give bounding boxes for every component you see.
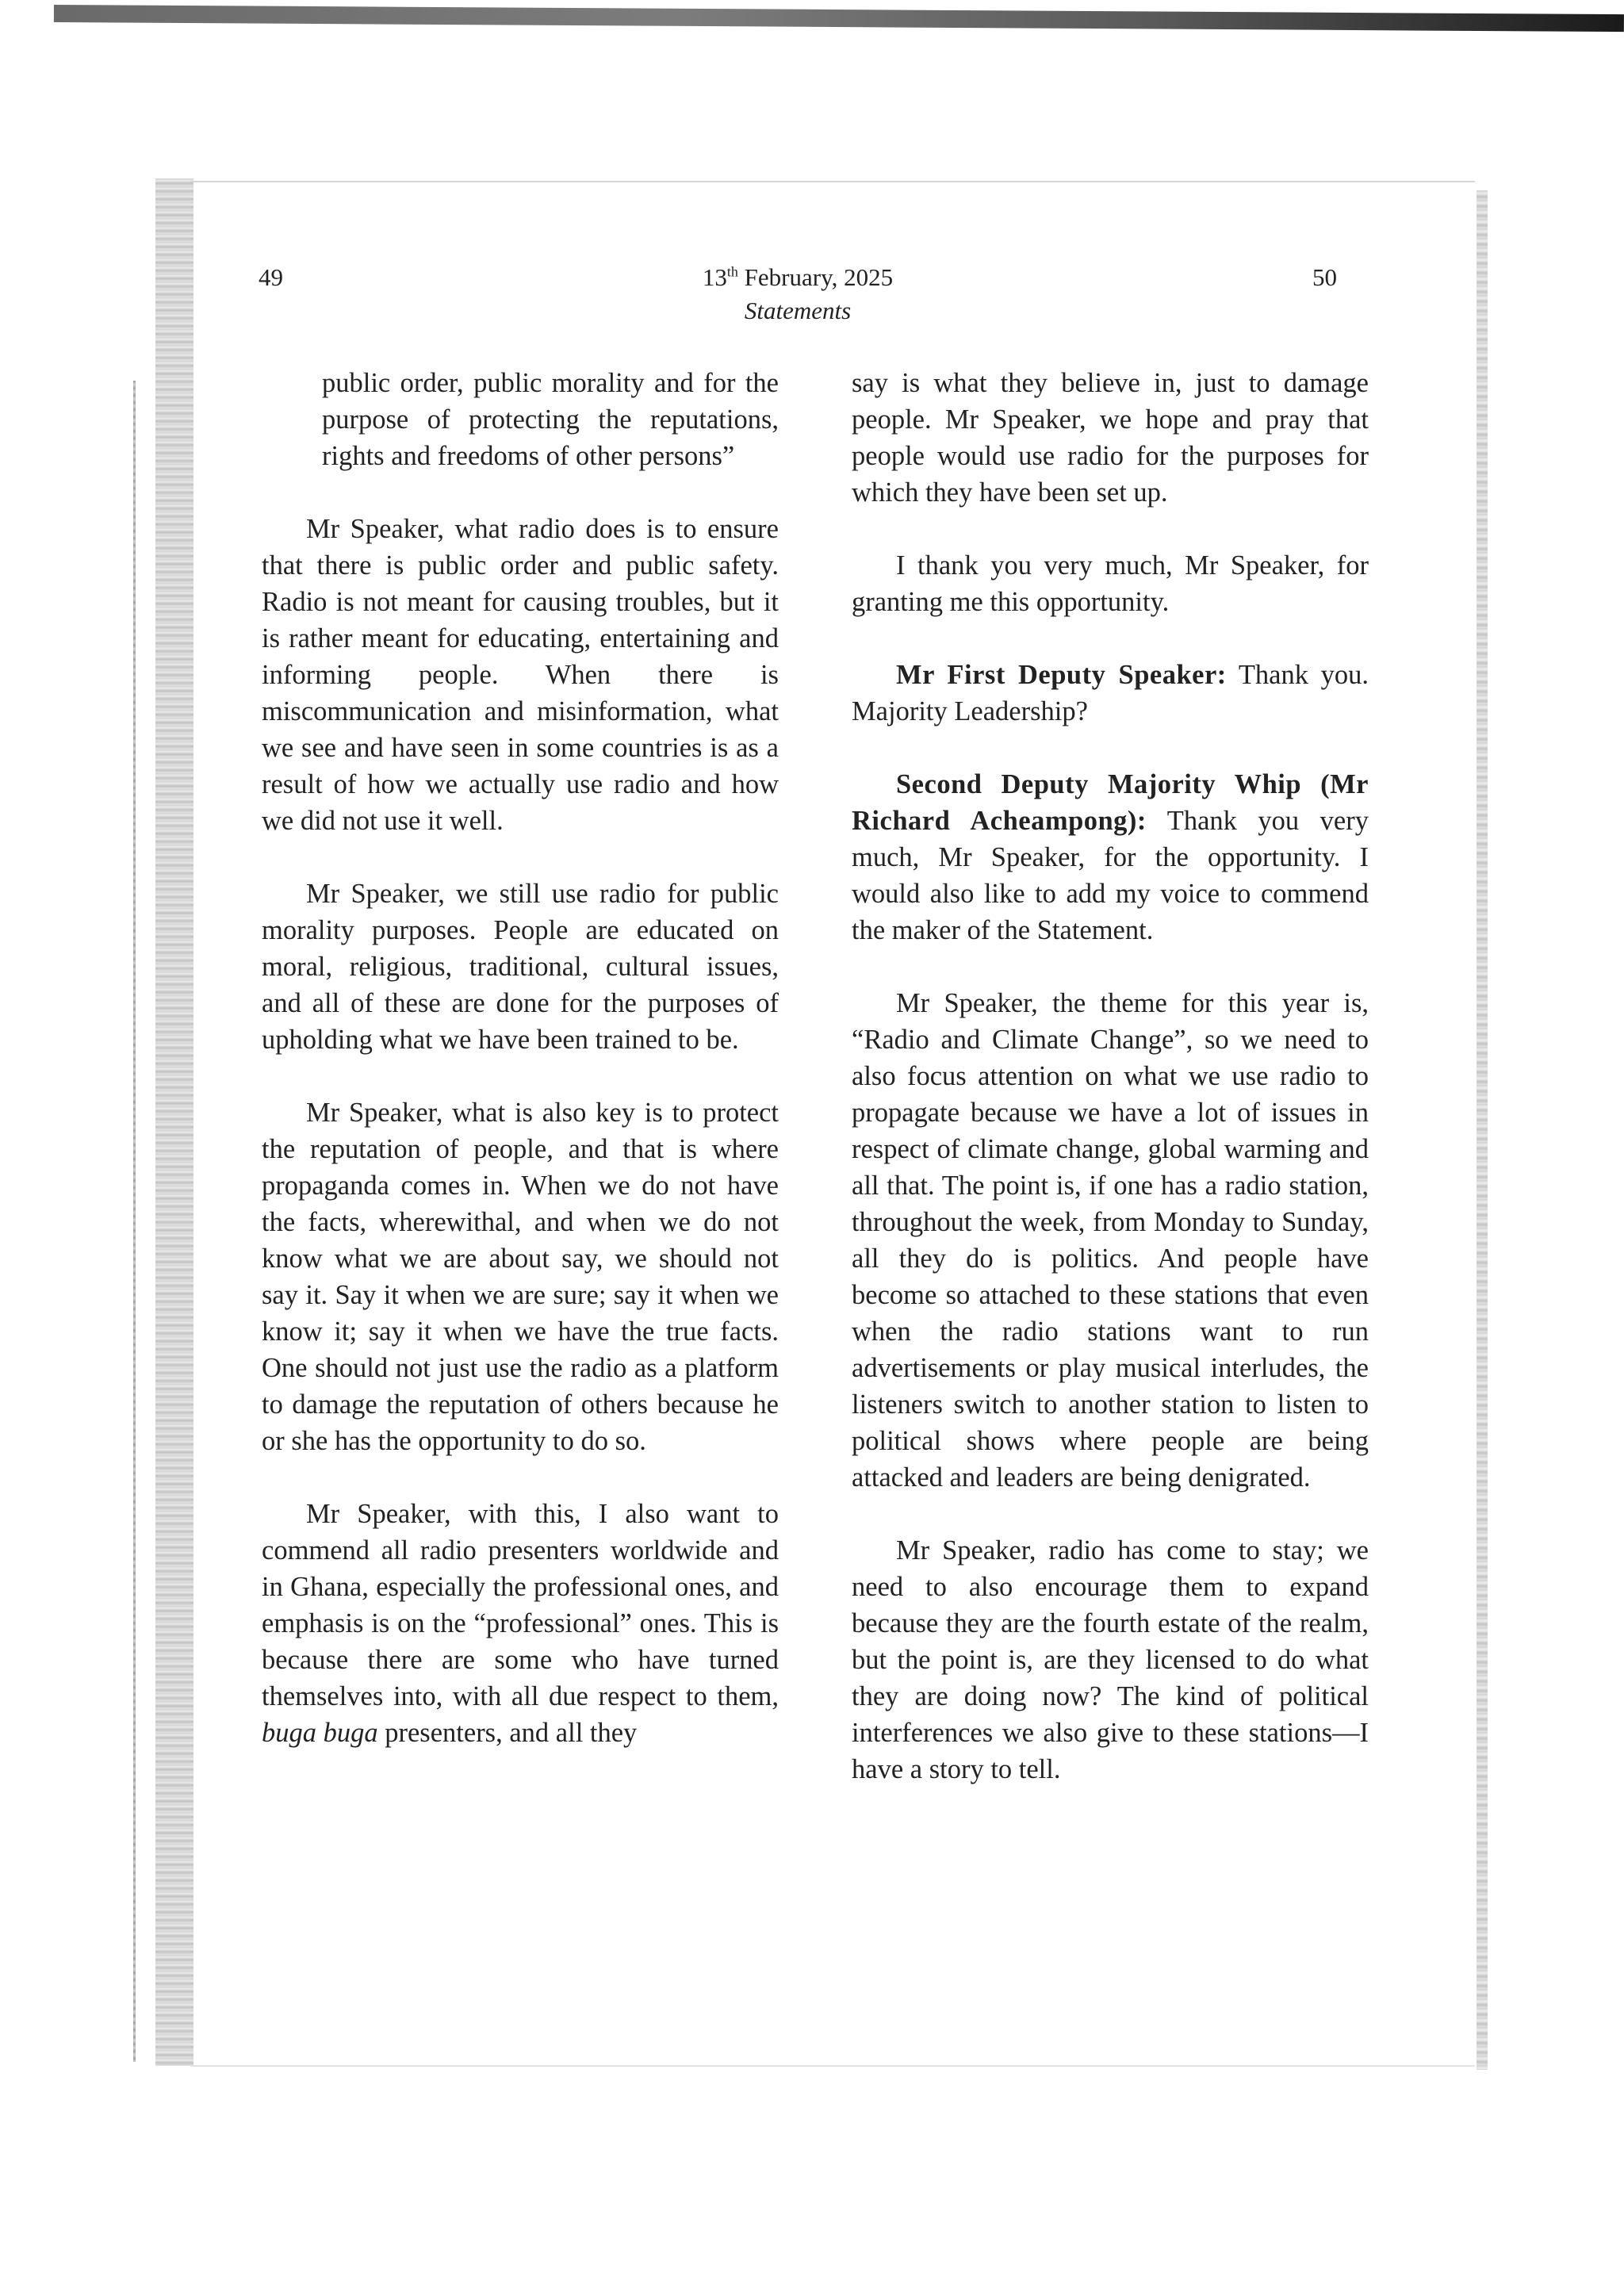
speaker-paragraph bbox=[852, 657, 1369, 730]
scan-left-edge bbox=[133, 381, 136, 2062]
speaker-text: Thank you. Majority Leadership? bbox=[852, 660, 1369, 726]
speaker-name: Mr First Deputy Speaker: bbox=[896, 660, 1227, 690]
page-number-right: 50 bbox=[1312, 263, 1337, 291]
speaker-name: Second Deputy Majority Whip (Mr Richard Acheampong): bbox=[852, 769, 1369, 836]
paragraph: Mr Speaker, what is also key is to protect the reputation of people, and that is where propaganda comes in. When we do not have the facts, wherewithal, and when we do not know what we are about say, we should not say it. Say it when we are sure; say it when we know it; say it when we have the true facts. One should not just use the radio as a platform to damage the reputation of others because he or she has the opportunity to do so. bbox=[262, 1098, 779, 1456]
header-date bbox=[259, 263, 1337, 292]
right-column bbox=[852, 365, 1369, 1824]
paragraph bbox=[262, 1496, 779, 1751]
paragraph-text: Mr Speaker, with this, I also want to commend all radio presenters worldwide and in Ghana, especially the professional ones, and emphasis is on the “professional” ones. This is because there are some who have turned themselves into, with all due respect to them, bbox=[262, 1499, 779, 1711]
header-date-day: 13 bbox=[702, 263, 727, 291]
header-date-month-year: February, 2025 bbox=[737, 263, 894, 291]
scan-right-edge bbox=[1477, 190, 1488, 2070]
paragraph: say is what they believe in, just to damage people. Mr Speaker, we hope and pray that people would use radio for the purposes for which they have been set up. bbox=[852, 368, 1369, 508]
speaker-paragraph bbox=[852, 766, 1369, 948]
scan-top-border bbox=[54, 5, 1624, 32]
left-column bbox=[262, 365, 779, 1788]
scan-page-top-edge bbox=[190, 181, 1475, 182]
paragraph: Mr Speaker, we still use radio for public morality purposes. People are educated on moral, religious, traditional, cultural issues, and all of these are done for the purposes of upholding what we have been trained to be. bbox=[262, 879, 779, 1055]
speaker-text: Thank you very much, Mr Speaker, for the opportunity. I would also like to add my voice to commend the maker of the Statement. bbox=[852, 806, 1369, 945]
page-number-left: 49 bbox=[259, 263, 283, 291]
quoted-passage: public order, public morality and for the purpose of protecting the reputations, rights and freedoms of other persons” bbox=[322, 368, 779, 471]
paragraph: I thank you very much, Mr Speaker, for granting me this opportunity. bbox=[852, 550, 1369, 617]
paragraph-text: presenters, and all they bbox=[377, 1718, 638, 1748]
page-header bbox=[259, 263, 1337, 335]
scan-binding-shadow bbox=[155, 178, 193, 2066]
paragraph: Mr Speaker, what radio does is to ensure that there is public order and public safety. Radio is not meant for causing troubles, but it is rather meant for educating, entertaining and informing people. When there is miscommunication and misinformation, what we see and have seen in some countries is as a result of how we actually use radio and how we did not use it well. bbox=[262, 514, 779, 836]
paragraph: Mr Speaker, radio has come to stay; we need to also encourage them to expand because they are the fourth estate of the realm, but the point is, are they licensed to do what they are doing now? The kind of political interferences we also give to these stations—I have a story to tell. bbox=[852, 1535, 1369, 1784]
header-date-ordinal: th bbox=[726, 263, 738, 280]
paragraph: Mr Speaker, the theme for this year is, “Radio and Climate Change”, so we need to also focus attention on what we use radio to propagate because we have a lot of issues in respect of climate change, global warming and all that. The point is, if one has a radio station, throughout the week, from Monday to Sunday, all they do is politics. And people have become so attached to these stations that even when the radio stations want to run advertisements or play musical interludes, the listeners switch to another station to listen to political shows where people are being attacked and leaders are being denigrated. bbox=[852, 988, 1369, 1493]
scan-page-bottom-edge bbox=[190, 2065, 1475, 2067]
italic-term: buga buga bbox=[262, 1718, 378, 1748]
header-section-title: Statements bbox=[744, 297, 852, 324]
